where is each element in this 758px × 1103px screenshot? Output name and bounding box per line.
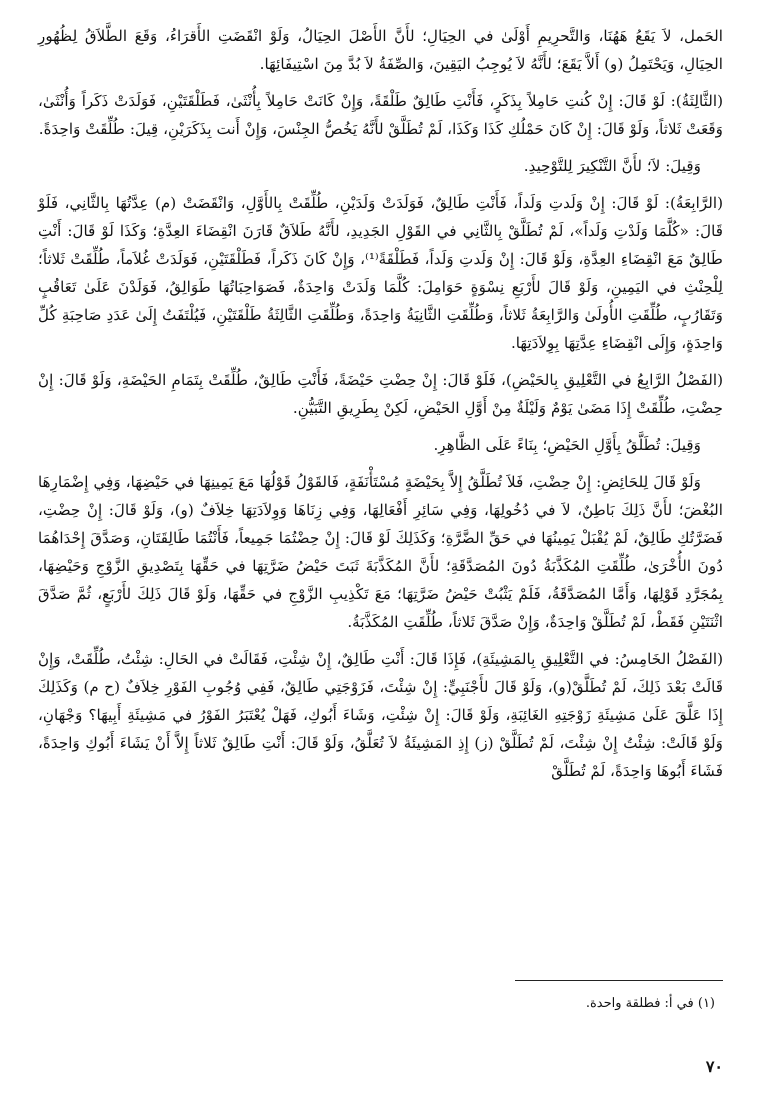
paragraph-text: (الثَّالِثَةُ): لَوْ قَالَ: إِنْ كُنتِ حَامِلاً بِذَكَرٍ، فَأَنْتِ طَالِقٌ طَلْقَةً، وَإِنْ كَانَتْ حَامِلاً بِأُنْثَىٰ، فَطَلْقَتَيْنِ، فَوَلَدَتْ ذَكَراً وَأُنْثَىٰ، وَقَعَتْ ثَلاثاً، وَلَوْ قَالَ: إِنْ كَانَ حَمْلُكِ كَذَا وَكَذَا، لَمْ تُطَلَّقْ لأَنَّهُ يَخُصُّ الجِنْسَ، وَإِنْ أَنت بِذَكَرَيْنِ، قِيلَ: طُلِّقَتْ وَاحِدَةً. xyxy=(38,92,723,138)
paragraph-text: وَقِيلَ: لاَ؛ لأَنَّ التَّنْكِيرَ لِلتَّوْحِيدِ. xyxy=(523,157,701,175)
paragraph-alternative-view xyxy=(38,431,723,459)
paragraph-text: الحَمل، لاَ يَقَعُ هَهُنَا، وَالتَّحرِيمِ أَوْلَىٰ في الحِيَالِ؛ لأَنَّ الأَصْلَ الحِيَالُ، وَلَوْ انْقَضَتِ الأَقرَاءُ، وَقَعَ الطَّلاَقُ لِظُهُورِ الحِيَالِ، وَيَحْتَمِلُ (و) أَلاَّ يَقَعَ؛ لأَنَّهُ لاَ يُوجِبُ اليَقِينَ، وَالصِّفَةُ لاَ بُدَّ مِنَ اسْتِيفَائِهَا. xyxy=(38,27,723,73)
footnote-separator xyxy=(515,980,723,981)
paragraph-text: (الفَصْلُ الخَامِسُ: في التَّعْلِيقِ بِالمَشِيئَةِ)، فَإِذَا قَالَ: أَنْتِ طَالِقٌ، إِنْ شِئْتِ، فَقَالَتْ في الحَالِ: شِئْتُ، طُلِّقَتْ، وَإِنْ قَالَتْ بَعْدَ ذَلِكَ، لَمْ تُطَلَّقْ(و)، وَلَوْ قَالَ لأَجْنَبِيٍّ: إِنْ شِئْتَ، فَزَوْجَتِي طَالِقٌ، فَفِي وُجُوبِ الفَوْرِ خِلاَفٌ (ح م) وَكَذَلِكَ إِذَا عَلَّقَ عَلَىٰ مَشِيئَةِ زَوْجَتِهِ الغَائِبَةِ، وَلَوْ قَالَ: إِنْ شِئْتِ، وَشَاءَ أَبُوكِ، فَهَلْ يُعْتَبَرُ الفَوْرُ في مَشِيئَةِ أَبِيهَا؟ وَجْهَانِ، وَلَوْ قَالَتْ: شِئْتُ إِنْ شِئْتَ، لَمْ تُطَلَّقْ (ز) إِذِ المَشِيئَةُ لاَ تُعَلَّقُ، وَلَوْ قَالَ: أَنْتِ طَالِقٌ ثَلاثاً إِلاَّ أَنْ يَشَاءَ أَبُوكِ وَاحِدَةً، فَشَاءَ أَبُوهَا وَاحِدَةً، لَمْ تُطَلَّقْ xyxy=(38,650,723,780)
paragraph-pregnancy-end xyxy=(38,22,723,78)
paragraph-text: (الفَصْلُ الرَّابِعُ في التَّعْلِيقِ بِالحَيْضِ)، فَلَوْ قَالَ: إِنْ حِضْتِ حَيْضَةً، فَأَنْتِ طَالِقٌ، طُلِّقَتْ بِتَمَامِ الحَيْضَةِ، وَلَوْ قَالَ: إِنْ حِضْتِ، طُلِّقَتْ إِذَا مَضَىٰ يَوْمٌ وَلَيْلَةٌ مِنْ أَوَّلِ الحَيْضِ، لَكِنْ بِطَرِيقِ التَّبَيُّنِ. xyxy=(38,371,723,417)
paragraph-alternative-view xyxy=(38,152,723,180)
book-page xyxy=(38,22,723,1092)
footnote: (١) في أ: فطلقة واحدة. xyxy=(585,996,715,1011)
paragraph-chapter-four-menstruation xyxy=(38,366,723,422)
page-number: ٧٠ xyxy=(705,1057,723,1076)
paragraph-text: (الرَّابِعَةُ): لَوْ قَالَ: إِنْ وَلَدتِ وَلَداً، فَأَنْتِ طَالِقٌ، فَوَلَدَتْ وَلَدَيْنِ، طُلِّقَتْ بِالأَوَّلِ، وَانْقَضَتْ (م) عِدَّتُهَا بِالثَّانِي، فَلَوْ قَالَ: «كُلَّمَا وَلَدْتِ وَلَداً»، لَمْ تُطَلَّقْ بِالثَّانِي في القَوْلِ الجَدِيدِ، لأَنَّهُ طَلاَقٌ قَارَنَ انْقِضَاءَ العِدَّةِ؛ وَكَذَا لَوْ قَالَ: أَنْتِ طَالِقٌ مَعَ انْقِضَاءِ العِدَّةِ، وَلَوْ قَالَ: إِنْ وَلَدتِ وَلَداً، فَطَلْقَةً⁽¹⁾، وَإِنْ كَانَ ذَكَراً، فَطَلْقَتَيْنِ، فَوَلَدَتْ غُلاَماً، طُلِّقَتْ ثَلاثاً؛ لِلْحِنْثِ في اليَمِينِ، وَلَوْ قَالَ لأَرْبَعِ نِسْوَةٍ حَوَامِلَ: كُلَّمَا وَلَدَتْ وَاحِدَةٌ، فَصَوَاحِبَاتُهَا طَوَالِقُ، فَوَلَدْنَ عَلَىٰ تَعَاقُبٍ وَتَقَارُبٍ، طُلِّقَتِ الأُولَىٰ وَالرَّابِعَةُ ثَلاثاً، وَطُلِّقَتِ الثَّانِيَةُ وَاحِدَةً، وَطُلِّقَتِ الثَّالِثَةُ طَلْقَتَيْنِ، فَيُلْتَفَتُ إِلَىٰ عَدَدِ صَاحِبَةِ كُلِّ وَاحِدَةٍ، وَإِلَى انْقِضَاءِ عِدَّتِهَا بِوِلاَدَتِهَا. xyxy=(38,194,723,352)
paragraph-chapter-five-will xyxy=(38,645,723,785)
paragraph-text: وَلَوْ قَالَ لِلحَائِضِ: إِنْ حِضْتِ، فَلاَ تُطَلَّقُ إِلاَّ بِحَيْضَةٍ مُسْتَأْنَفَةٍ، فَالقَوْلُ قَوْلُهَا مَعَ يَمِينِهَا في حَيْضِهَا، وَفِي إِضْمَارِهَا البُغْضَ؛ لأَنَّ ذَلِكَ بَاطِنٌ، لاَ في دُخُولِهَا، وَفِي سَائِرِ أَفْعَالِهَا، وَفِي زِنَاهَا وَوِلاَدَتِهَا خِلاَفٌ (و)، وَلَوْ قَالَ: إِنْ حِضْتِ، فَضَرَّتُكِ طَالِقٌ، لَمْ يُقْبَلْ يَمِينُهَا في حَقِّ الضَّرَّةِ؛ وَكَذَلِكَ لَوْ قَالَ: إِنْ حِضْتُمَا جَمِيعاً، فَأَنْتُمَا طَالِقَتَانِ، وَصَدَّقَ إِحْدَاهُمَا دُونَ الأُخْرَىٰ، طُلِّقَتِ المُكَذَّبَةُ دُونَ المُصَدَّقَةِ؛ لأَنَّ المُكَذَّبَةَ ثَبَتَ حَيْضُ ضَرَّتِهَا في حَقِّهَا بِتَصْدِيقِ الزَّوْجِ وَحَيْضِهَا، بِمُجَرَّدِ قَوْلِهَا، وَأَمَّا المُصَدَّقَةُ، فَلَمْ يَثْبُتْ حَيْضُ ضَرَّتِهَا؛ مَعَ تَكْذِيبِ الزَّوْجِ في حَقِّهَا، وَلَوْ قَالَ ذَلِكَ لأَرْبَعٍ، ثُمَّ صَدَّقَ اثْنَتَيْنِ فَقَطْ، لَمْ تُطَلَّقْ وَاحِدَةٌ، وَإِنْ صَدَّقَ ثَلاثاً، طُلِّقَتِ المُكَذَّبَةُ. xyxy=(38,473,723,631)
paragraph-fourth-issue xyxy=(38,189,723,357)
paragraph-text: وَقِيلَ: تُطَلَّقُ بِأَوَّلِ الحَيْضِ؛ بِنَاءً عَلَى الظَّاهِرِ. xyxy=(433,436,701,454)
paragraph-third-issue xyxy=(38,87,723,143)
paragraph-menstruating-wife xyxy=(38,468,723,636)
